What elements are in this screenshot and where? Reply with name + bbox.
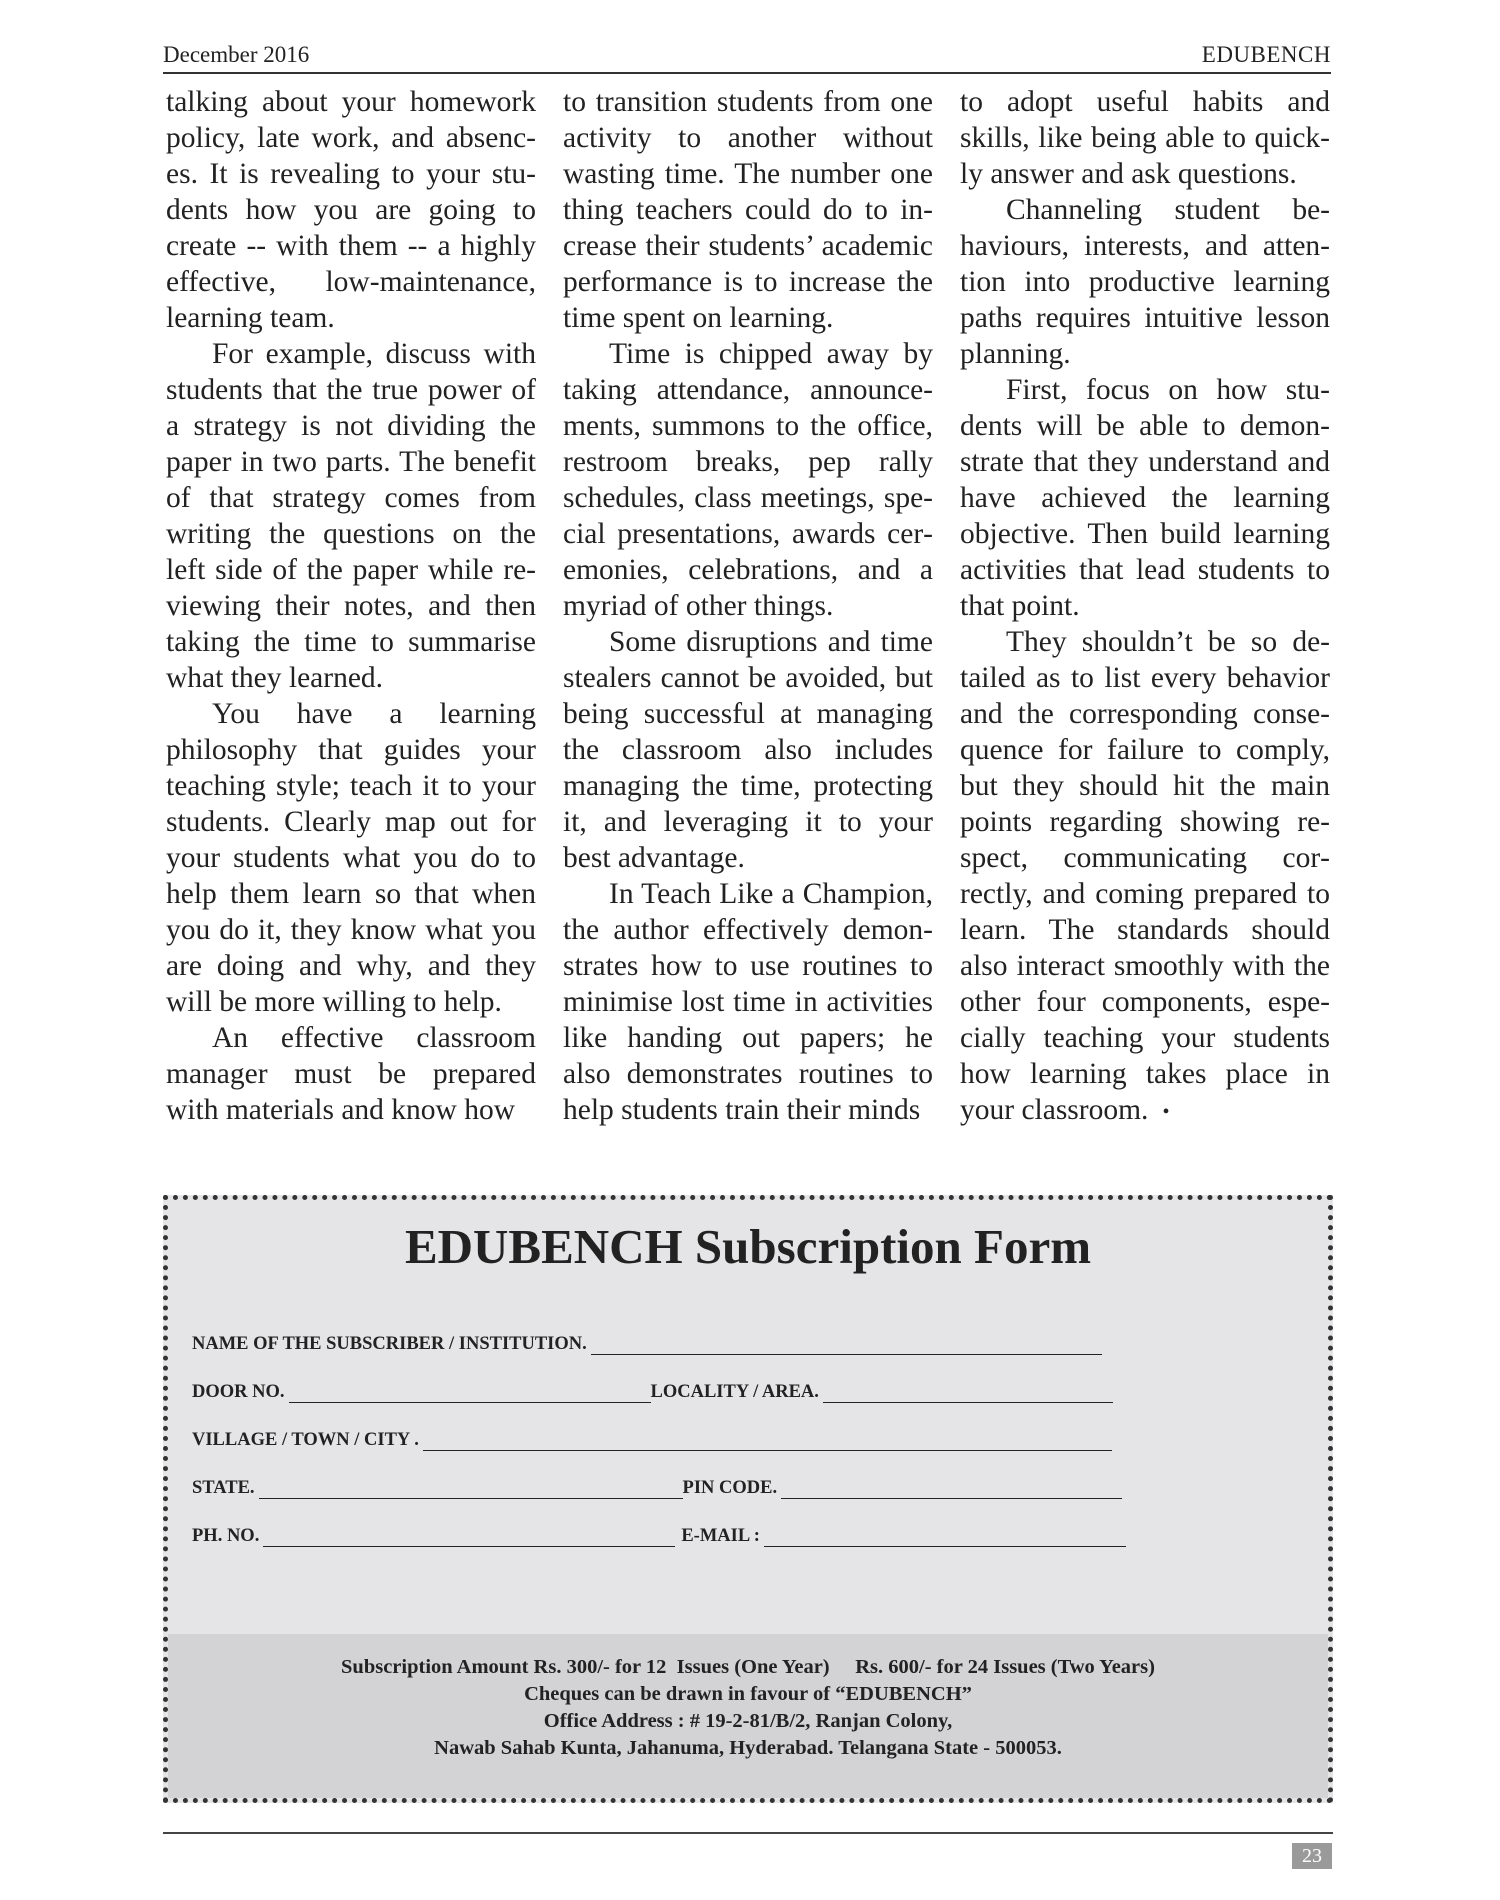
article-body [166, 84, 1330, 1130]
subscription-info [168, 1634, 1328, 1798]
subscriber-name-field[interactable] [591, 1337, 1102, 1355]
door-label: DOOR NO. [192, 1382, 285, 1402]
locality-field[interactable] [823, 1385, 1113, 1403]
subscriber-name-label: NAME OF THE SUBSCRIBER / INSTITUTION. [192, 1334, 587, 1354]
door-locality-row [192, 1382, 1113, 1403]
phone-field[interactable] [263, 1529, 675, 1547]
article-column-3 [960, 84, 1330, 1130]
city-field[interactable] [423, 1433, 1112, 1451]
state-field[interactable] [259, 1481, 683, 1499]
paragraph: Time is chipped away by taking attendance, announcements, summons to the office, restroom breaks, pep rally schedules, class meetings, special presentations, awards ceremonies, celebrations, and a myriad of other things. [563, 338, 933, 622]
paragraph: In Teach Like a Champion, the author effectively demonstrates how to use routines to minimise lost time in activities like handing out papers; he also demonstrates routines to help students train their minds [563, 878, 933, 1126]
state-pin-row [192, 1478, 1122, 1499]
last-paragraph [960, 624, 1330, 1130]
magazine-name: EDUBENCH [1201, 42, 1331, 67]
state-label: STATE. [192, 1478, 255, 1498]
paragraph: to adopt useful habits and skills, like being able to quickly answer and ask questions. [960, 86, 1330, 190]
subscriber-name-row [192, 1334, 1102, 1355]
office-address-city: Nawab Sahab Kunta, Jahanuma, Hyderabad. Telangana State - 500053. [434, 1737, 1062, 1759]
subscription-form [163, 1195, 1333, 1803]
paragraph: For example, discuss with students that the true power of a strategy is not dividing the paper in two parts. The benefit of that strategy comes from writing the questions on the left side of the paper while reviewing their notes, and then taking the time to summarise what they learned. [166, 338, 536, 694]
paragraph: to transition students from one activity to another without wasting time. The number one thing teachers could do to increase their students’ academic performance is to increase the time spent on learning. [563, 86, 933, 334]
pin-field[interactable] [781, 1481, 1122, 1499]
paragraph: Channeling student behaviours, interests, and attention into productive learning paths requires intuitive lesson planning. [960, 194, 1330, 370]
phone-label: PH. NO. [192, 1526, 260, 1546]
email-field[interactable] [764, 1529, 1126, 1547]
article-column-2 [563, 84, 933, 1130]
office-address: Office Address : # 19-2-81/B/2, Ranjan Colony, [543, 1710, 953, 1732]
form-title: EDUBENCH Subscription Form [404, 1219, 1092, 1274]
phone-email-row [192, 1526, 1126, 1547]
door-field[interactable] [289, 1385, 651, 1403]
issue-date: December 2016 [163, 42, 310, 67]
cheque-info: Cheques can be drawn in favour of “EDUBENCH” [524, 1683, 972, 1705]
subscription-amount: Subscription Amount Rs. 300/- for 12 Issues (One Year) Rs. 600/- for 24 Issues (Two Years) [341, 1656, 1155, 1678]
city-row [192, 1430, 1112, 1451]
page-header [163, 38, 1331, 74]
paragraph: First, focus on how students will be able to demonstrate that they understand and have achieved the learning objective. Then build learning activities that lead students to that point. [960, 374, 1330, 622]
paragraph: You have a learning philosophy that guides your teaching style; teach it to your students. Clearly map out for your students what you do to help them learn so that when you do it, they know what you are doing and why, and they will be more willing to help. [166, 698, 536, 1018]
paragraph: Some disruptions and time stealers cannot be avoided, but being successful at managing the classroom also includes managing the time, protecting it, and leveraging it to your best advantage. [563, 626, 933, 874]
page-number: 23 [1292, 1843, 1332, 1869]
article-column-1 [166, 84, 536, 1130]
footer-divider [163, 1832, 1333, 1834]
paragraph-text: They shouldn’t be so detailed as to list every behavior and the corresponding consequence for failure to comply, but they should hit the main points regarding showing respect, communicating correctly, and coming prepared to learn. The standards should also interact smoothly with the other four components, especially teaching your students how learning takes place in your classroom. [960, 626, 1330, 1126]
end-mark-icon: • [1162, 1101, 1170, 1124]
paragraph: An effective classroom manager must be prepared with materials and know how [166, 1022, 536, 1126]
locality-label: LOCALITY / AREA. [650, 1382, 819, 1402]
paragraph: talking about your homework policy, late work, and absences. It is revealing to your students how you are going to create -- with them -- a highly effective, low-maintenance, learning team. [166, 86, 536, 334]
email-label: E-MAIL : [681, 1526, 760, 1546]
city-label: VILLAGE / TOWN / CITY . [192, 1430, 419, 1450]
pin-label: PIN CODE. [682, 1478, 778, 1498]
